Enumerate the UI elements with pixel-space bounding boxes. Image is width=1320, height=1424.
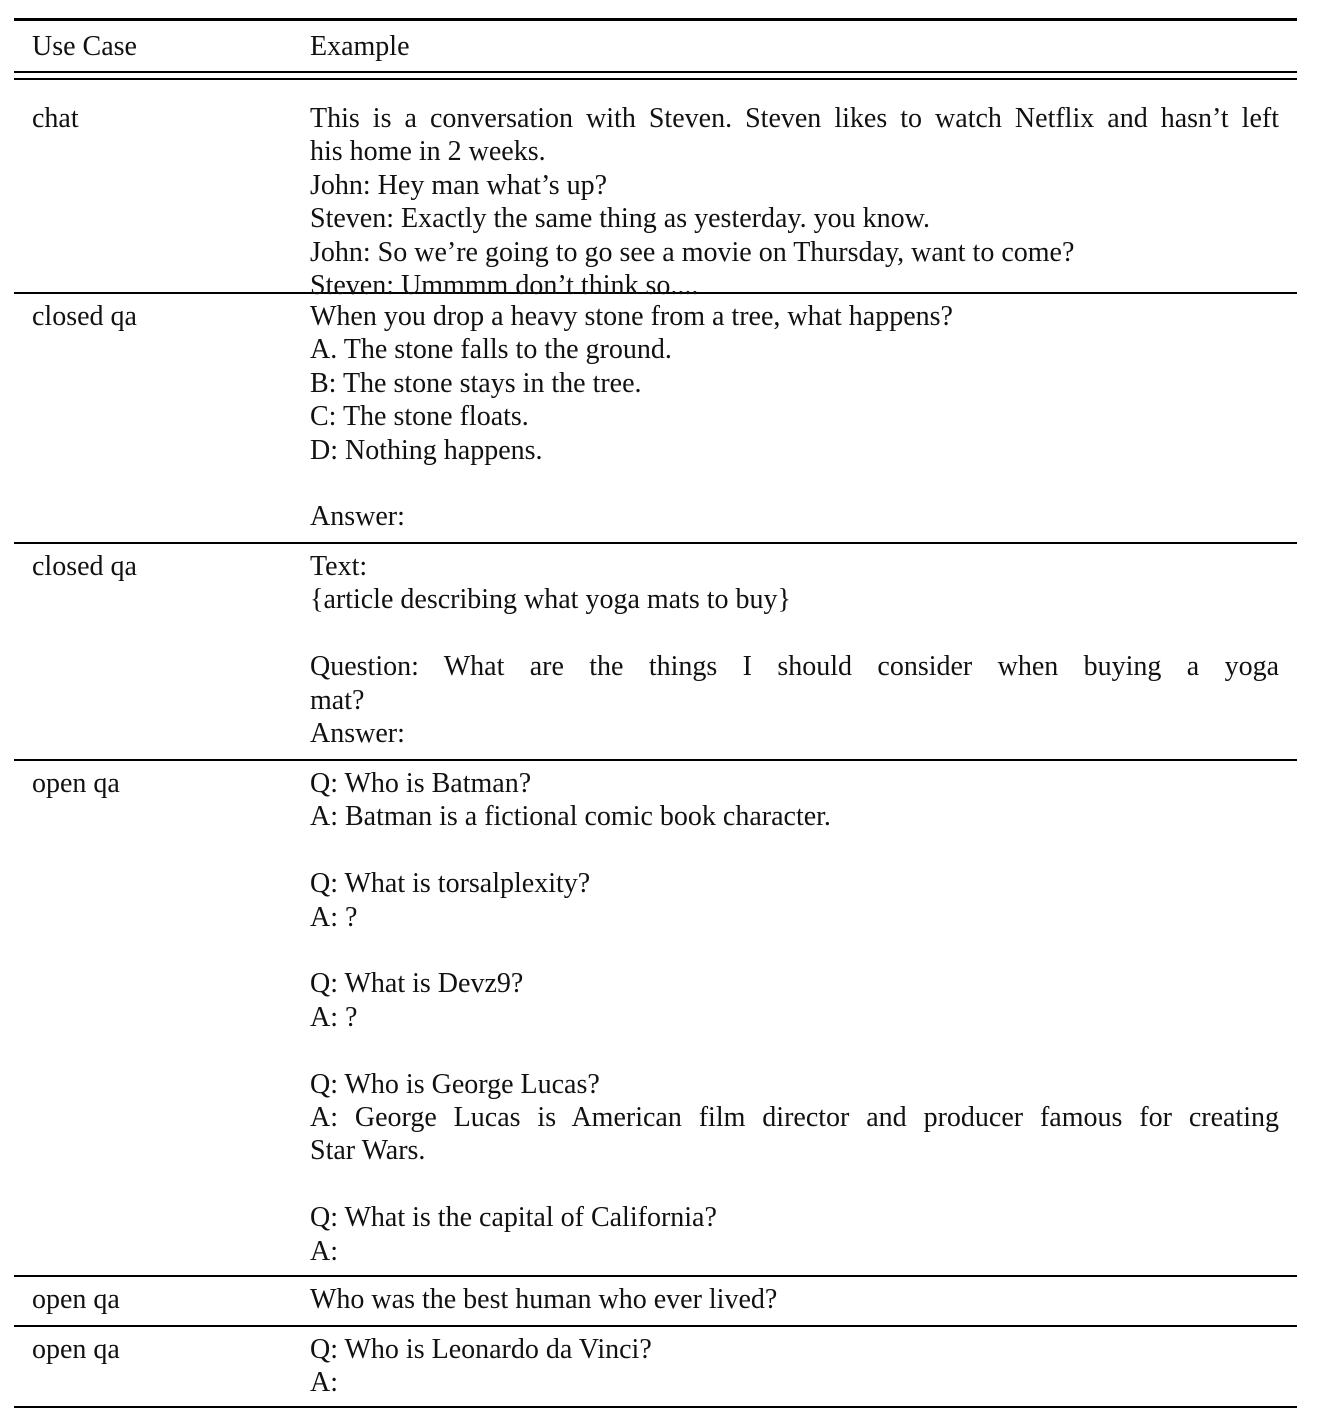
- example-line: mat?: [310, 684, 365, 716]
- example-line: John: So we’re going to go see a movie on Thursday, want to come?: [310, 236, 1075, 268]
- example-line: A: ?: [310, 1001, 358, 1033]
- table-row: [14, 294, 1297, 542]
- use-case-cell: open qa: [32, 768, 120, 799]
- table-row: [14, 1327, 1297, 1406]
- table-row: [14, 1277, 1297, 1325]
- example-line: [310, 617, 1279, 650]
- use-case-cell: closed qa: [32, 551, 137, 582]
- example-line: Q: What is torsalplexity?: [310, 868, 591, 900]
- example-line: D: Nothing happens.: [310, 434, 543, 466]
- example-line: his home in 2 weeks.: [310, 136, 546, 168]
- header-example: Example: [310, 31, 410, 63]
- example-line: When you drop a heavy stone from a tree, what happens?: [310, 301, 953, 332]
- example-line: Q: What is the capital of California?: [310, 1202, 717, 1234]
- example-line: John: Hey man what’s up?: [310, 169, 608, 201]
- example-line: A: ?: [310, 901, 358, 933]
- example-line: Answer:: [310, 718, 405, 750]
- use-case-cell: open qa: [32, 1284, 120, 1315]
- table-body: [14, 80, 1297, 1408]
- example-line: A. The stone falls to the ground.: [310, 334, 672, 366]
- example-line: Q: Who is Batman?: [310, 768, 532, 799]
- use-case-cell: open qa: [32, 1334, 120, 1365]
- example-line: [310, 834, 1279, 867]
- table-bottom-rule: [14, 1406, 1297, 1408]
- example-line: A:: [310, 1367, 338, 1399]
- example-cell: [310, 550, 1297, 759]
- header-use-case: Use Case: [32, 31, 137, 63]
- table-row: [14, 761, 1297, 1275]
- example-line: Question: What are the things I should consider when buying a yoga: [310, 651, 1279, 683]
- example-cell: [310, 1333, 1297, 1406]
- use-case-table: [14, 18, 1297, 1408]
- example-line: {article describing what yoga mats to buy}: [310, 584, 791, 616]
- example-line: Star Wars.: [310, 1135, 426, 1167]
- use-case-cell: chat: [32, 103, 79, 134]
- example-line: B: The stone stays in the tree.: [310, 367, 642, 399]
- example-line: A:: [310, 1235, 338, 1267]
- example-cell: [310, 1283, 1297, 1325]
- example-line: [310, 1168, 1279, 1201]
- example-cell: [310, 767, 1297, 1275]
- example-line: Text:: [310, 551, 368, 582]
- example-line: C: The stone floats.: [310, 401, 529, 433]
- example-line: [310, 934, 1279, 967]
- example-line: [310, 467, 1279, 500]
- example-cell: [310, 102, 1297, 302]
- use-case-cell: closed qa: [32, 301, 137, 332]
- example-line: Answer:: [310, 501, 405, 533]
- example-line: [310, 1034, 1279, 1067]
- example-line: Who was the best human who ever lived?: [310, 1284, 778, 1315]
- table-header-row: [14, 21, 1297, 71]
- table-row: [14, 544, 1297, 759]
- example-cell: [310, 300, 1297, 542]
- example-line: Q: What is Devz9?: [310, 968, 524, 1000]
- table-row: [14, 80, 1297, 302]
- example-line: Q: Who is George Lucas?: [310, 1068, 600, 1100]
- example-line: A: Batman is a fictional comic book character.: [310, 801, 831, 833]
- example-line: Q: Who is Leonardo da Vinci?: [310, 1334, 652, 1365]
- example-line: Steven: Exactly the same thing as yesterday. you know.: [310, 203, 930, 235]
- example-line: A: George Lucas is American film director and producer famous for creating: [310, 1102, 1279, 1134]
- example-line: Steven: Ummmm don’t think so....: [310, 270, 699, 302]
- example-line: This is a conversation with Steven. Steven likes to watch Netflix and hasn’t left: [310, 103, 1279, 134]
